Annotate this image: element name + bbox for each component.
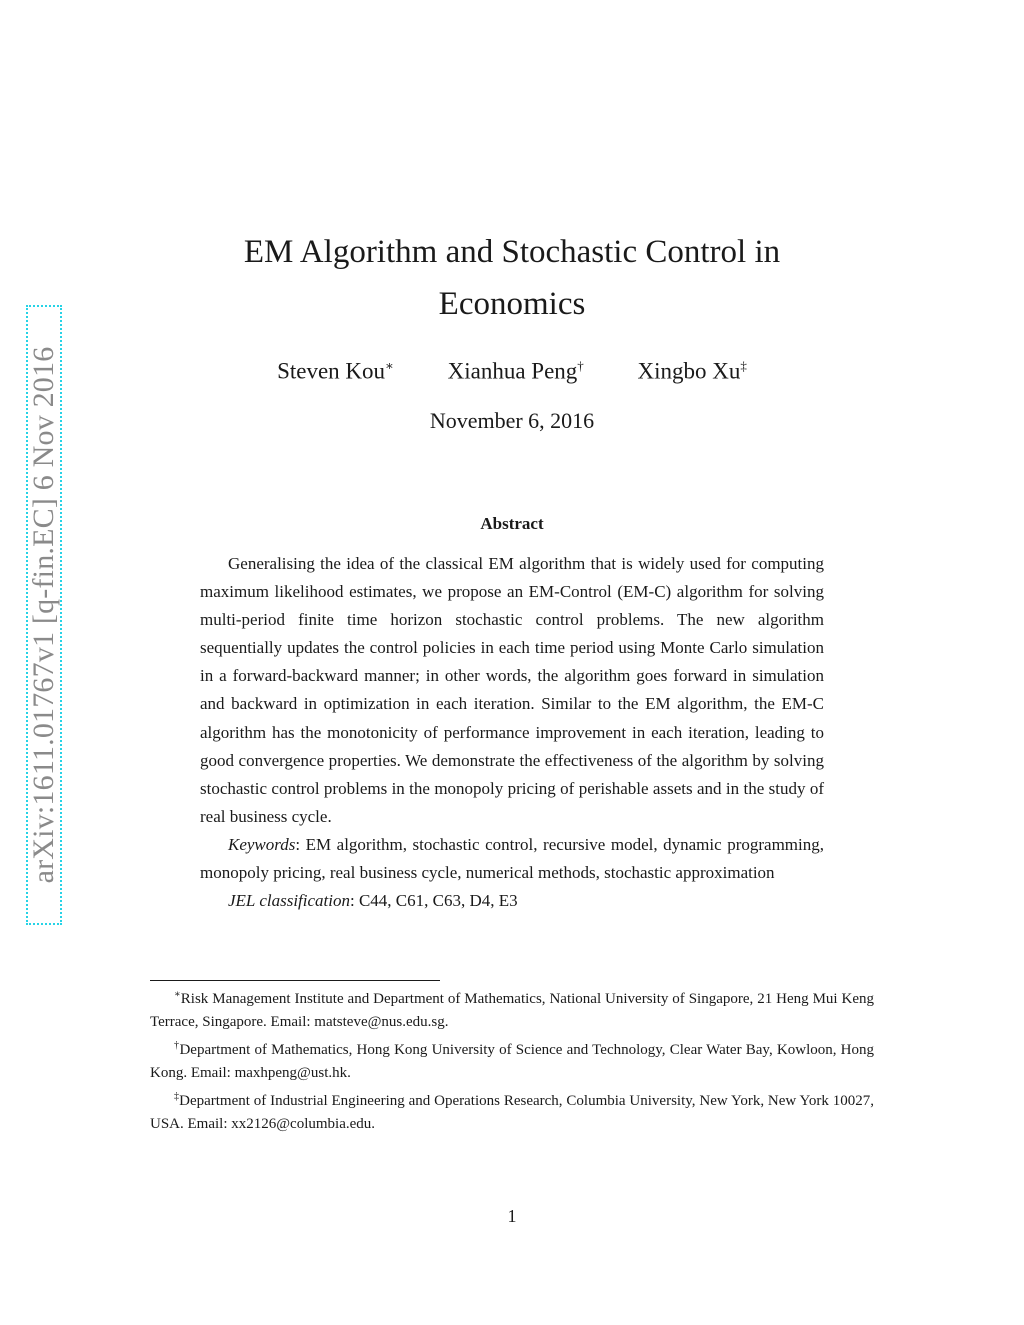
author bbox=[277, 358, 394, 385]
author-name: Steven Kou bbox=[277, 358, 386, 384]
author bbox=[638, 358, 747, 385]
jel-codes: : C44, C61, C63, D4, E3 bbox=[350, 891, 518, 911]
arxiv-identifier: arXiv:1611.01767v1 [q-fin.EC] 6 Nov 2016 bbox=[27, 346, 60, 884]
footnotes bbox=[150, 983, 874, 1136]
footnote-mark: † bbox=[174, 1040, 180, 1051]
keywords-paragraph bbox=[200, 831, 824, 887]
title-line-2: Economics bbox=[438, 286, 586, 322]
author-name: Xianhua Peng bbox=[447, 358, 578, 384]
footnote-divider bbox=[150, 980, 440, 981]
footnote-mark[interactable]: † bbox=[577, 358, 584, 373]
keywords-label: Keywords bbox=[228, 834, 296, 854]
keywords-text: : EM algorithm, stochastic control, recursive model, dynamic programming, monopoly pricing, real business cycle, numerical methods, stochastic approximation bbox=[200, 834, 824, 883]
footnote bbox=[150, 1034, 874, 1085]
footnote-mark: ‡ bbox=[174, 1091, 180, 1102]
abstract-section bbox=[200, 550, 824, 915]
author-name: Xingbo Xu bbox=[637, 358, 741, 384]
abstract-heading: Abstract bbox=[480, 514, 544, 533]
footnote-text: Department of Industrial Engineering and Operations Research, Columbia University, New York, New York 10027, USA. Email: xx2126@columbia.edu. bbox=[150, 1093, 874, 1132]
arxiv-stamp[interactable] bbox=[26, 305, 62, 925]
paper-title bbox=[150, 226, 874, 330]
footnote bbox=[150, 983, 874, 1034]
footnote bbox=[150, 1085, 874, 1136]
publication-date: November 6, 2016 bbox=[429, 408, 595, 433]
footnote-mark[interactable]: ∗ bbox=[385, 358, 394, 373]
author bbox=[448, 358, 584, 385]
page-number: 1 bbox=[507, 1206, 517, 1226]
title-line-1: EM Algorithm and Stochastic Control in bbox=[243, 234, 781, 270]
author-list bbox=[150, 358, 874, 385]
footnote-text: Risk Management Institute and Department of Mathematics, National University of Singapore, 21 Heng Mui Keng Terrace, Singapore. Email: matsteve@nus.edu.sg. bbox=[150, 991, 874, 1030]
footnote-text: Department of Mathematics, Hong Kong University of Science and Technology, Clear Water Bay, Kowloon, Hong Kong. Email: maxhpeng@ust.hk. bbox=[150, 1042, 875, 1081]
footnote-mark[interactable]: ‡ bbox=[740, 358, 747, 373]
jel-paragraph bbox=[200, 887, 824, 915]
footnote-mark: ∗ bbox=[174, 989, 181, 1000]
jel-label: JEL classification bbox=[228, 891, 350, 911]
abstract-text: Generalising the idea of the classical EM algorithm that is widely used for computing maximum likelihood estimates, we propose an EM-Control (EM-C) algorithm for solving multi-period finite time horizon stochastic control problems. The new algorithm sequentially updates the control policies in each time period using Monte Carlo simulation in a forward-backward manner; in other words, the algorithm goes forward in simulation and backward in optimization in each iteration. Similar to the EM algorithm, the EM-C algorithm has the monotonicity of performance improvement in each iteration, leading to good convergence properties. We demonstrate the effectiveness of the algorithm by solving stochastic control problems in the monopoly pricing of perishable assets and in the study of real business cycle. bbox=[200, 554, 824, 826]
